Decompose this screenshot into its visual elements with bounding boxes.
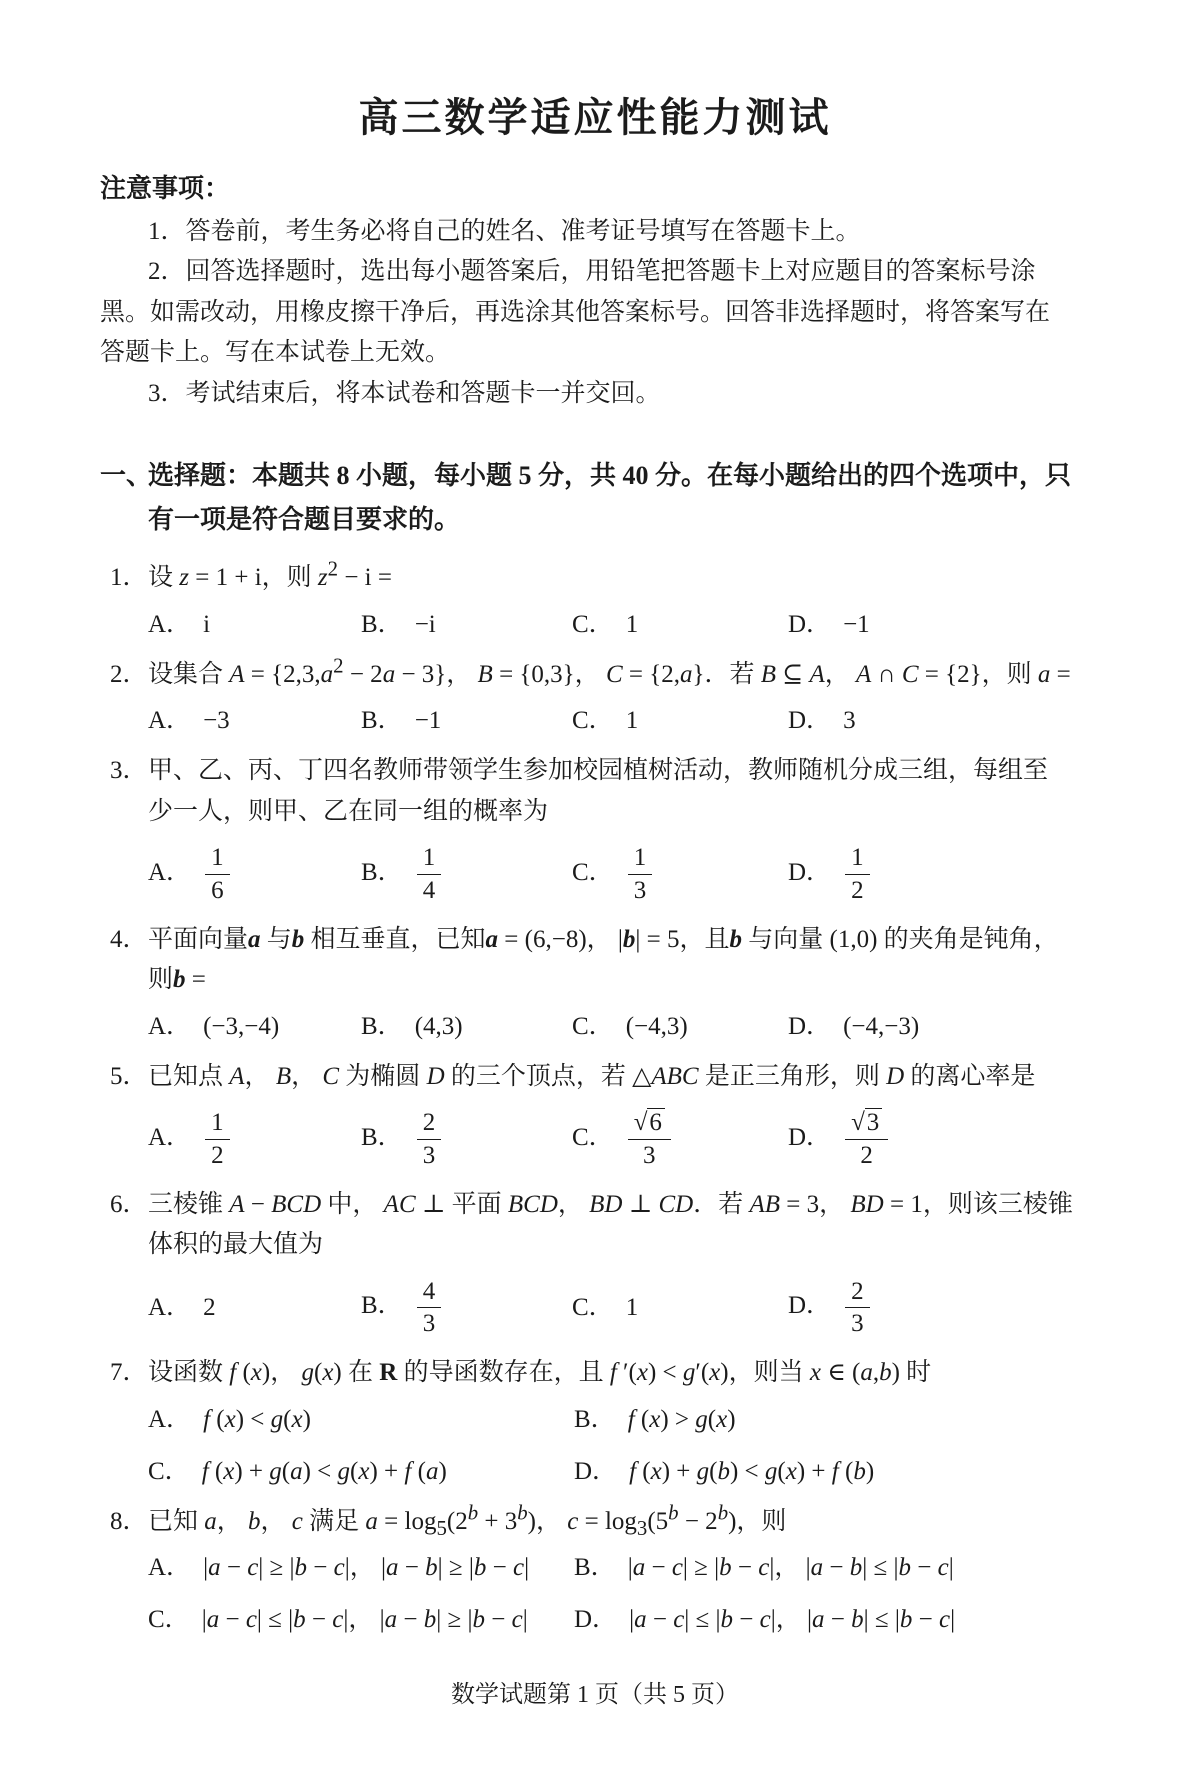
- question-7-option-C: [148, 1452, 574, 1492]
- question-7-option-B: [574, 1400, 1090, 1440]
- question-2-number: 2．: [110, 660, 148, 688]
- page-title: 高三数学适应性能力测试: [358, 95, 832, 140]
- question-stem: [100, 655, 1090, 696]
- page-footer: 数学试题第 1 页（共 5 页）: [451, 1682, 739, 1709]
- question-6: [100, 1185, 1090, 1344]
- question-8-option-B: [574, 1548, 1090, 1588]
- question-5-option-B: [361, 1103, 572, 1175]
- question-5: [100, 1057, 1090, 1175]
- question-6-option-D: [788, 1272, 1090, 1344]
- option-value: 1: [625, 707, 639, 735]
- option-value: $\frac{1}{3}$: [626, 859, 655, 886]
- question-8-option-C: [148, 1600, 574, 1640]
- question-6-text: 三棱锥 A − BCD 中， AC ⊥ 平面 BCD， BD ⊥ CD．若 AB = 3， BD = 1，则该三棱锥 体积的最大值为: [148, 1190, 1073, 1259]
- questions-list: [100, 548, 1090, 1640]
- question-8-options: [100, 1548, 1090, 1640]
- question-3-option-A: [148, 838, 361, 910]
- question-3-option-C: [572, 838, 788, 910]
- option-value: −1: [414, 707, 442, 735]
- notice-item-2: 2．回答选择题时，选出每小题答案后，用铅笔把答题卡上对应题目的答案标号涂黑。如需改动，用橡皮擦干净后，再选涂其他答案标号。回答非选择题时，将答案写在答题卡上。写在本试卷上无效。: [100, 258, 1051, 367]
- option-value: $\frac{2}{3}$: [843, 1292, 872, 1319]
- option-label: C．: [572, 610, 614, 638]
- question-2-text: 设集合 $A = \{2,3,a^2 - 2a - 3\}$， B = {0,3}， C = {2,a}．若 B ⊆ A， A ∩ C = {2}，则 a =: [148, 653, 1071, 688]
- question-8: [100, 1502, 1090, 1641]
- question-7-option-D: [574, 1452, 1090, 1492]
- option-value: $\frac{1}{6}$: [203, 859, 232, 886]
- option-label: C．: [572, 1293, 614, 1321]
- section-marker: 一、: [100, 461, 153, 491]
- option-value: (4,3): [414, 1012, 463, 1040]
- question-5-options: [100, 1103, 1090, 1175]
- option-label: B．: [361, 1123, 403, 1151]
- question-7-option-A: [148, 1400, 574, 1440]
- question-4-number: 4．: [110, 925, 148, 953]
- question-4-option-A: [148, 1007, 361, 1047]
- option-label: A．: [148, 1123, 192, 1151]
- question-4-option-B: [361, 1007, 572, 1047]
- option-label: B．: [361, 707, 403, 735]
- option-value: f (x) + g(b) < g(x) + f (b): [629, 1457, 875, 1485]
- option-label: B．: [361, 610, 403, 638]
- question-1-text: 设 z = 1 + i，则 $z^2 - i$ =: [148, 557, 392, 592]
- question-5-number: 5．: [110, 1062, 148, 1090]
- question-stem: [100, 1057, 1090, 1098]
- option-label: A．: [148, 1293, 192, 1321]
- option-value: $\frac{4}{3}$: [415, 1292, 444, 1319]
- option-value: $\frac{1}{2}$: [843, 859, 872, 886]
- question-7-options: [100, 1400, 1090, 1492]
- question-3: [100, 751, 1090, 910]
- option-label: B．: [574, 1405, 616, 1433]
- question-stem: [100, 751, 1090, 832]
- option-label: D．: [574, 1457, 618, 1485]
- question-5-option-A: [148, 1103, 361, 1175]
- question-1-option-D: [788, 605, 1090, 645]
- option-label: D．: [788, 1292, 832, 1320]
- option-label: B．: [361, 858, 403, 886]
- question-8-option-A: [148, 1548, 574, 1588]
- question-stem: [100, 920, 1090, 1001]
- option-value: −3: [203, 707, 230, 735]
- option-value: |a − c| ≥ |b − c|， |a − b| ≥ |b − c|: [203, 1554, 530, 1582]
- question-8-text: 已知 a， b， c 满足 $a = \log_5(2^b + 3^b)$， $c = \log_3(5^b - 2^b)$，则: [148, 1500, 787, 1540]
- option-label: C．: [572, 1012, 614, 1040]
- question-stem: [100, 558, 1090, 599]
- option-label: D．: [788, 1012, 832, 1040]
- option-label: C．: [148, 1606, 190, 1634]
- question-6-number: 6．: [110, 1190, 148, 1218]
- question-1-option-B: [361, 605, 572, 645]
- option-value: (−4,−3): [843, 1012, 920, 1040]
- question-8-number: 8．: [110, 1507, 148, 1535]
- question-3-number: 3．: [110, 757, 148, 785]
- question-6-option-B: [361, 1272, 572, 1344]
- question-1-option-C: [572, 605, 788, 645]
- question-4-text: 平面向量a 与b 相互垂直，已知a = (6,−8)， |b| = 5，且b 与向量 (1,0) 的夹角是钝角， 则b =: [148, 925, 1059, 994]
- option-label: D．: [788, 858, 832, 886]
- question-1-option-A: [148, 605, 361, 645]
- question-2-option-A: [148, 701, 361, 741]
- option-label: B．: [361, 1292, 403, 1320]
- question-3-option-B: [361, 838, 572, 910]
- question-1-options: [100, 605, 1090, 645]
- question-1: [100, 558, 1090, 645]
- question-3-options: [100, 838, 1090, 910]
- notice-heading: 注意事项：: [100, 174, 231, 203]
- option-label: C．: [572, 707, 614, 735]
- option-value: $\frac{√3}{2}$: [843, 1124, 890, 1151]
- option-label: D．: [788, 610, 832, 638]
- question-6-option-C: [572, 1288, 788, 1328]
- option-label: B．: [361, 1012, 403, 1040]
- question-5-option-C: [572, 1103, 788, 1175]
- option-value: 1: [625, 1293, 639, 1321]
- option-value: (−3,−4): [203, 1012, 280, 1040]
- question-4-option-C: [572, 1007, 788, 1047]
- option-label: A．: [148, 1405, 192, 1433]
- option-label: A．: [148, 610, 192, 638]
- option-label: C．: [572, 1123, 614, 1151]
- question-8-option-D: [574, 1600, 1090, 1640]
- question-7: [100, 1353, 1090, 1492]
- option-value: $\frac{1}{2}$: [203, 1124, 232, 1151]
- option-label: D．: [788, 1123, 832, 1151]
- question-5-text: 已知点 A， B， C 为椭圆 D 的三个顶点，若 △ABC 是正三角形，则 D 的离心率是: [148, 1062, 1036, 1090]
- option-label: A．: [148, 707, 192, 735]
- question-5-option-D: [788, 1103, 1090, 1175]
- question-2: [100, 655, 1090, 742]
- option-value: f (x) + g(a) < g(x) + f (a): [201, 1457, 447, 1485]
- question-4: [100, 920, 1090, 1047]
- section-heading: [100, 454, 1090, 542]
- notice-item-1: 1．答卷前，考生务必将自己的姓名、准考证号填写在答题卡上。: [148, 217, 861, 245]
- question-7-text: 设函数 f (x)， g(x) 在 R 的导函数存在，且 f ′(x) < g′(x)，则当 x ∈ (a,b) 时: [148, 1359, 932, 1387]
- option-label: C．: [148, 1457, 190, 1485]
- question-1-number: 1．: [110, 564, 148, 592]
- question-6-option-A: [148, 1288, 361, 1328]
- option-value: $\frac{1}{4}$: [415, 859, 444, 886]
- section-heading-text: 选择题：本题共 8 小题，每小题 5 分，共 40 分。在每小题给出的四个选项中，只 有一项是符合题目要求的。: [148, 461, 1072, 535]
- question-7-number: 7．: [110, 1359, 148, 1387]
- notice-section: [100, 168, 1090, 414]
- question-3-option-D: [788, 838, 1090, 910]
- option-value: 1: [625, 610, 639, 638]
- question-4-option-D: [788, 1007, 1090, 1047]
- option-value: −i: [414, 610, 436, 638]
- question-2-options: [100, 701, 1090, 741]
- option-label: C．: [572, 858, 614, 886]
- question-3-text: 甲、乙、丙、丁四名教师带领学生参加校园植树活动，教师随机分成三组，每组至 少一人，则甲、乙在同一组的概率为: [148, 757, 1049, 825]
- question-2-option-B: [361, 701, 572, 741]
- question-stem: [100, 1185, 1090, 1266]
- option-value: |a − c| ≥ |b − c|， |a − b| ≤ |b − c|: [627, 1554, 954, 1582]
- option-label: D．: [574, 1606, 618, 1634]
- option-value: −1: [843, 610, 870, 638]
- option-value: 2: [203, 1293, 216, 1321]
- option-label: D．: [788, 707, 832, 735]
- option-value: $\frac{2}{3}$: [415, 1124, 444, 1151]
- option-value: (−4,3): [625, 1012, 688, 1040]
- option-label: B．: [574, 1554, 616, 1582]
- question-stem: [100, 1502, 1090, 1543]
- question-2-option-C: [572, 701, 788, 741]
- question-6-options: [100, 1272, 1090, 1344]
- option-label: A．: [148, 1554, 192, 1582]
- question-2-option-D: [788, 701, 1090, 741]
- option-value: i: [203, 610, 211, 638]
- option-value: $\frac{√6}{3}$: [626, 1124, 673, 1151]
- option-value: 3: [843, 707, 856, 735]
- option-value: |a − c| ≤ |b − c|， |a − b| ≥ |b − c|: [201, 1606, 528, 1634]
- option-label: A．: [148, 1012, 192, 1040]
- notice-item-3: 3．考试结束后，将本试卷和答题卡一并交回。: [148, 379, 661, 407]
- option-value: f (x) < g(x): [203, 1405, 311, 1433]
- question-stem: [100, 1353, 1090, 1394]
- option-value: f (x) > g(x): [627, 1405, 736, 1433]
- option-label: A．: [148, 858, 192, 886]
- question-4-options: [100, 1007, 1090, 1047]
- option-value: |a − c| ≤ |b − c|， |a − b| ≤ |b − c|: [629, 1606, 956, 1634]
